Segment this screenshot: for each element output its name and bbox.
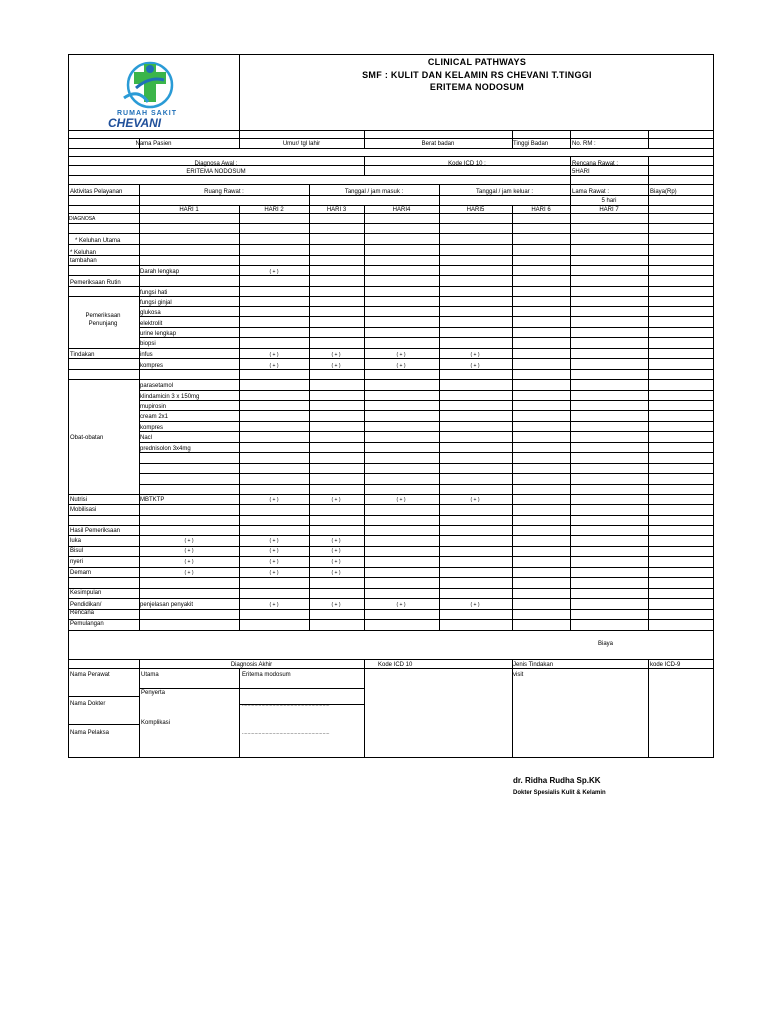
label-ruang-rawat: Ruang Rawat : [204, 189, 244, 195]
label-tanggal-keluar: Tanggal / jam keluar : [475, 189, 534, 195]
label-tanggal-masuk: Tanggal / jam masuk : [344, 189, 404, 195]
form-title-line1: CLINICAL PATHWAYS [427, 57, 527, 67]
grid-hline [68, 609, 714, 610]
item-elektrolit: elektrolit [140, 321, 163, 327]
label-diagnosa-awal: Diagnosa Awal : [194, 161, 238, 167]
label-jenis-tindakan: Jenis Tindakan [513, 662, 554, 668]
item-fungsi-ginjal: fungsi ginjal [140, 300, 172, 306]
grid-hline [139, 337, 714, 338]
check-mark: ( + ) [184, 538, 194, 544]
check-mark: ( + ) [470, 602, 480, 608]
utama-value: Eritema modosum [242, 672, 291, 678]
check-mark: ( + ) [396, 363, 406, 369]
grid-hline [68, 588, 714, 589]
grid-vline [239, 668, 240, 758]
grid-vline [648, 205, 649, 630]
form-title-line2: SMF : KULIT DAN KELAMIN RS CHEVANI T.TINGGI [362, 70, 592, 80]
label-kode-icd9: kode ICD-9 [650, 662, 681, 668]
check-mark: ( + ) [396, 497, 406, 503]
check-mark: ( + ) [470, 352, 480, 358]
grid-hline [68, 255, 714, 256]
grid-hline [139, 484, 714, 485]
logo-top-text: RUMAH SAKIT [117, 110, 177, 117]
check-mark: ( + ) [269, 538, 279, 544]
penyerta-dots: ............................................................... [242, 702, 330, 708]
grid-hline [68, 515, 714, 516]
check-mark: ( + ) [331, 548, 341, 554]
grid-hline [68, 525, 714, 526]
grid-vline [364, 659, 365, 758]
item-nacl: Nacl [140, 435, 153, 441]
item-fungsi-hati: fungsi hati [140, 290, 168, 296]
grid-hline [139, 431, 714, 432]
check-mark: ( + ) [269, 352, 279, 358]
grid-hline [68, 286, 714, 287]
grid-hline [68, 130, 714, 131]
item-infus: infus [140, 352, 153, 358]
check-mark: ( + ) [331, 602, 341, 608]
label-kode-icd: Kode ICD 10 : [448, 161, 486, 167]
day-header-2: HARI 2 [264, 207, 284, 213]
grid-hline [68, 156, 714, 157]
grid-hline [68, 138, 714, 139]
label-diagnosa: DIAGNOSA [69, 216, 96, 222]
check-mark: ( + ) [331, 352, 341, 358]
label-obat-obatan: Obat-obatan [70, 435, 104, 441]
check-mark: ( + ) [331, 538, 341, 544]
grid-hline [68, 535, 714, 536]
grid-hline [68, 567, 714, 568]
day-header-6: HARI 6 [531, 207, 551, 213]
item-darah-lengkap: Darah lengkap [140, 269, 180, 275]
grid-vline [512, 205, 513, 630]
item-urine-lengkap: urine lengkap [140, 331, 177, 337]
check-mark: ( + ) [184, 559, 194, 565]
tindakan-visit: visit [513, 672, 524, 678]
grid-hline [139, 442, 714, 443]
label-penyerta: Penyerta [141, 690, 166, 696]
grid-hline [139, 688, 364, 689]
grid-hline [139, 400, 714, 401]
grid-hline [68, 659, 714, 660]
label-komplikasi: Komplikasi [141, 720, 171, 726]
label-utama: Utama [141, 672, 159, 678]
label-lama-rawat: Lama Rawat : [572, 189, 610, 195]
rencana-rawat-value: 5HARI [572, 169, 590, 175]
diagnosa-awal-value: ERITEMA NODOSUM [186, 169, 246, 175]
item-biopsi: biopsi [140, 341, 156, 347]
grid-hline [68, 598, 714, 599]
check-mark: ( + ) [331, 570, 341, 576]
item-prednisolon: prednisolon 3x4mg [140, 446, 191, 452]
check-mark: ( + ) [331, 497, 341, 503]
grid-hline [139, 390, 714, 391]
item-klindamicin: klindamicin 3 x 150mg [140, 394, 200, 400]
grid-hline [139, 410, 714, 411]
grid-hline [68, 556, 714, 557]
check-mark: ( + ) [470, 497, 480, 503]
check-mark: ( + ) [470, 363, 480, 369]
check-mark: ( + ) [396, 602, 406, 608]
grid-vline [570, 205, 571, 630]
label-nyeri: nyeri [70, 559, 84, 565]
label-mobilisasi: Mobilisasi [70, 507, 97, 513]
lama-rawat-value: 5 hari [601, 198, 617, 204]
item-cream: cream 2x1 [140, 414, 169, 420]
label-kode-icd10: Kode ICD 10 [378, 662, 413, 668]
label-kesimpulan: Kesimpulan [70, 590, 102, 596]
grid-hline [68, 494, 714, 495]
item-penjelasan-penyakit: penjelasan penyakit [140, 602, 194, 608]
label-biaya: Biaya(Rp) [650, 189, 677, 195]
check-mark: ( + ) [331, 363, 341, 369]
day-header-3: HARI 3 [326, 207, 347, 213]
grid-hline [68, 223, 714, 224]
check-mark: ( + ) [396, 352, 406, 358]
grid-hline [68, 577, 714, 578]
grid-hline [68, 244, 714, 245]
grid-vline [648, 659, 649, 758]
grid-hline [139, 421, 714, 422]
item-parasetamol: parasetamol [140, 383, 174, 389]
logo-name-text: CHEVANI [108, 116, 162, 130]
grid-hline [68, 233, 714, 234]
item-mupirosin: mupirosin [140, 404, 167, 410]
label-nutrisi: Nutrisi [70, 497, 88, 503]
grid-hline [68, 696, 139, 697]
item-mbtktp: MBTKTP [140, 497, 165, 503]
label-demam: Demam [70, 570, 92, 576]
komplikasi-dots: ............................................................... [242, 730, 330, 736]
grid-hline [68, 148, 714, 149]
label-pemulangan: Pemulangan [70, 621, 104, 627]
item-glukosa: glukosa [140, 310, 161, 316]
grid-hline [68, 379, 714, 380]
grid-vline [309, 205, 310, 630]
label-keluhan-tambahan-1: * Keluhan [70, 250, 97, 256]
form-title-line3: ERITEMA NODOSUM [429, 82, 525, 92]
label-rencana-rawat: Rencana Rawat : [572, 161, 619, 167]
label-tindakan: Tindakan [70, 352, 95, 358]
grid-hline [68, 348, 714, 349]
grid-hline [68, 546, 714, 547]
grid-vline [570, 156, 571, 184]
grid-vline [364, 205, 365, 630]
grid-hline [68, 184, 714, 185]
grid-hline [139, 452, 714, 453]
doctor-role: Dokter Spesialis Kulit & Kelamin [513, 790, 606, 796]
day-header-1: HARI 1 [179, 207, 199, 213]
check-mark: ( + ) [269, 363, 279, 369]
label-nama-perawat: Nama Perawat [70, 672, 110, 678]
check-mark: ( + ) [269, 559, 279, 565]
label-biaya-total: Biaya [598, 641, 614, 647]
label-keluhan-tambahan-2: tambahan [70, 258, 97, 264]
check-mark: ( + ) [269, 548, 279, 554]
grid-hline [68, 630, 714, 631]
doctor-name: dr. Ridha Rudha Sp.KK [513, 776, 601, 785]
label-hasil-pemeriksaan: Hasil Pemeriksaan [70, 528, 121, 534]
label-berat-badan: Berat badan [421, 141, 455, 147]
grid-vline [239, 205, 240, 630]
grid-hline [68, 504, 714, 505]
grid-hline [139, 463, 714, 464]
grid-hline [139, 306, 714, 307]
label-nama-pasien: Nama Pasien [135, 141, 172, 147]
grid-hline [68, 724, 139, 725]
label-keluhan-utama: * Keluhan Utama [75, 238, 121, 244]
item-kompres: kompres [140, 363, 164, 369]
check-mark: ( + ) [331, 559, 341, 565]
item-kompres-2: kompres [140, 425, 164, 431]
day-header-4: HARI4 [392, 207, 411, 213]
check-mark: ( + ) [269, 497, 279, 503]
check-mark: ( + ) [184, 548, 194, 554]
grid-hline [139, 316, 714, 317]
grid-vline [139, 659, 140, 758]
day-header-7: HARI 7 [599, 207, 619, 213]
check-mark: ( + ) [269, 602, 279, 608]
label-aktivitas: Aktivitas Pelayanan [70, 189, 123, 195]
label-nama-dokter: Nama Dokter [70, 701, 106, 707]
grid-vline [648, 156, 649, 184]
label-pemeriksaan-penunjang-2: Penunjang [88, 321, 118, 327]
label-pendidikan-1: Pendidikan/ [70, 602, 102, 608]
label-tinggi-badan: Tinggi Badan [513, 141, 549, 147]
label-diagnosis-akhir: Diagnosis Akhir [230, 662, 273, 668]
check-mark: ( + ) [184, 570, 194, 576]
day-header-5: HARI5 [466, 207, 485, 213]
label-nama-pelaksana: Nama Pelaksa [70, 730, 110, 736]
label-pemeriksaan-rutin: Pemeriksaan Rutin [70, 280, 121, 286]
check-mark: ( + ) [269, 570, 279, 576]
grid-vline [439, 205, 440, 630]
label-pemeriksaan-penunjang-1: Pemeriksaan [85, 313, 121, 319]
label-bisul: Bisul [70, 548, 84, 554]
grid-hline [139, 327, 714, 328]
label-umur: Umur/ tgl lahir [282, 141, 321, 147]
grid-hline [139, 473, 714, 474]
label-pendidikan-2: Rencana [70, 610, 95, 616]
grid-hline [68, 265, 714, 266]
label-luka: luka [70, 538, 82, 544]
check-mark: ( + ) [269, 269, 279, 275]
label-no-rm: No. RM : [572, 141, 596, 147]
grid-vline [648, 130, 649, 148]
grid-vline [570, 130, 571, 148]
grid-hline [68, 619, 714, 620]
